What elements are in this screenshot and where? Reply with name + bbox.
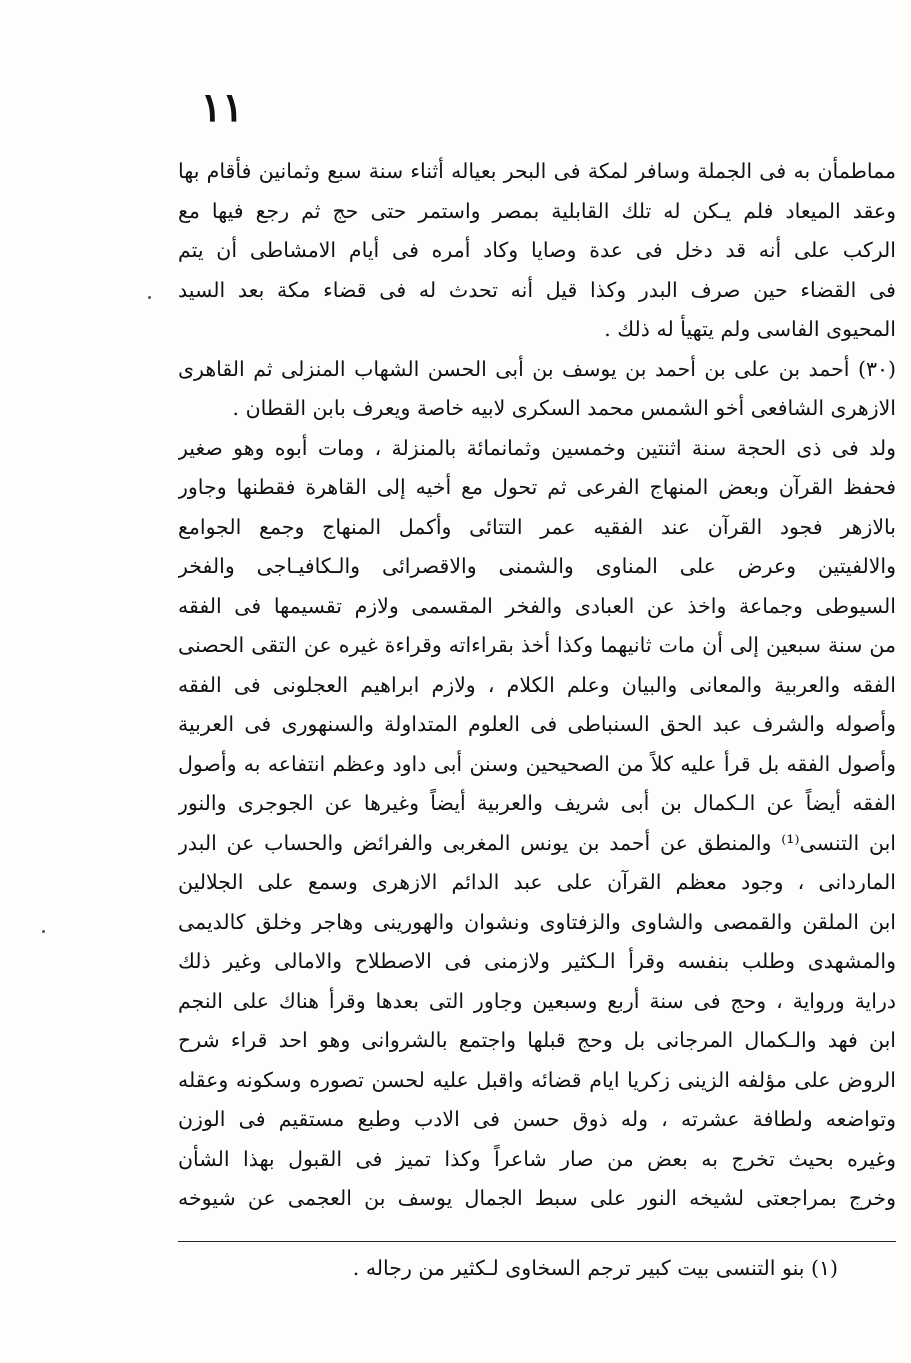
scan-speck (148, 296, 151, 299)
footnote: (١) بنو التنسى بيت كبير ترجم السخاوى لـكثير من رجاله . (352, 1256, 838, 1280)
entry-heading-line: (٣٠) أحمد بن على بن أحمد بن يوسف بن أبى الحسن الشهاب المنزلى ثم القاهرى (178, 356, 896, 381)
text-line: بالازهر فجود القرآن عند الفقيه عمر التتائى وأكمل المنهاج وجمع الجوامع (178, 514, 896, 539)
text-line: مماطمأن به فى الجملة وسافر لمكة فى البحر بعياله أثناء سنة سبع وثمانين فأقام بها (178, 159, 896, 183)
body-text (178, 152, 896, 1219)
text-line: الركب على أنه قد دخل فى عدة وصايا وكاد أمره فى أيام الامشاطى أن يتم (178, 238, 896, 262)
text-line: المحيوى الفاسى ولم يتهيأ له ذلك . (604, 317, 896, 341)
text-line: الفقه والعربية والمعانى والبيان وعلم الكلام ، ولازم ابراهيم العجلونى فى الفقه (178, 672, 896, 697)
text-line: الروض على مؤلفه الزينى زكريا ايام قضائه واقبل عليه لحسن تصوره وسكونه وعقله (178, 1067, 896, 1092)
text-line: ولد فى ذى الحجة سنة اثنتين وخمسين وثمانمائة بالمنزلة ، ومات أبوه وهو صغير (178, 435, 896, 460)
text-line: فى القضاء حين صرف البدر وكذا قيل أنه تحدث له فى قضاء مكة بعد السيد (178, 277, 896, 302)
scan-speck (42, 930, 45, 933)
text-line: فحفظ القرآن وبعض المنهاج الفرعى ثم تحول مع أخيه إلى القاهرة فقطنها وجاور (178, 475, 896, 499)
text-line: وتواضعه ولطافة عشرته ، وله ذوق حسن فى الادب وطبع مستقيم فى الوزن (178, 1107, 896, 1131)
text-line: والالفيتين وعرض على المناوى والشمنى والاقصرائى والـكافيـاجى والفخر (178, 554, 896, 578)
text-line: وغيره بحيث تخرج به بعض من صار شاعراً وكذا تميز فى القبول بهذا الشأن (178, 1146, 896, 1171)
text-line: الماردانى ، وجود معظم القرآن على عبد الدائم الازهرى وسمع على الجلالين (178, 870, 896, 894)
page-number: ١١ (200, 84, 244, 131)
text-line: وأصوله والشرف عبد الحق السنباطى فى العلوم المتداولة والسنهورى فى العربية (178, 712, 896, 736)
text-line: الفقه أيضاً عن الـكمال بن أبى شريف والعربية أيضاً وغيرها عن الجوجرى والنور (178, 791, 896, 815)
text-line: الازهرى الشافعى أخو الشمس محمد السكرى لابيه خاصة ويعرف بابن القطان . (232, 396, 896, 420)
footnote-divider (178, 1241, 896, 1242)
text-line: دراية ورواية ، وحج فى سنة أربع وسبعين وجاور التى بعدها وقرأ هناك على النجم (178, 988, 896, 1013)
text-line: ابن الملقن والقمصى والشاوى والزفتاوى ونشوان والهورينى وهاجر وخلق كالديمى (178, 909, 896, 934)
text-line: وخرج بمراجعتى لشيخه النور على سبط الجمال يوسف بن العجمى عن شيوخه (178, 1186, 896, 1210)
text-line: من سنة سبعين إلى أن مات ثانيهما وكذا أخذ بقراءاته وقراءة غيره عن التقى الحصنى (178, 633, 896, 657)
text-line: والمشهدى وطلب بنفسه وقرأ الـكثير ولازمنى فى الاصطلاح والامالى وغير ذلك (178, 949, 896, 973)
text-line: وعقد الميعاد فلم يـكن له تلك القابلية بمصر واستمر حتى حج ثم رجع فيها مع (178, 198, 896, 223)
text-line-with-footnote-ref: ابن التنسى⁽¹⁾ والمنطق عن أحمد بن يونس المغربى والفرائض والحساب عن البدر (178, 830, 896, 855)
text-line: وأصول الفقه بل قرأ عليه كلاً من الصحيحين وسنن أبى داود وعظم انتفاعه به وأصول (178, 751, 896, 776)
text-line: ابن فهد والـكمال المرجانى بل وحج قبلها واجتمع بالشروانى وهو احد قراء شرح (178, 1028, 896, 1052)
text-line: السيوطى وجماعة واخذ عن العبادى والفخر المقسمى ولازم تقسيمها فى الفقه (178, 593, 896, 618)
